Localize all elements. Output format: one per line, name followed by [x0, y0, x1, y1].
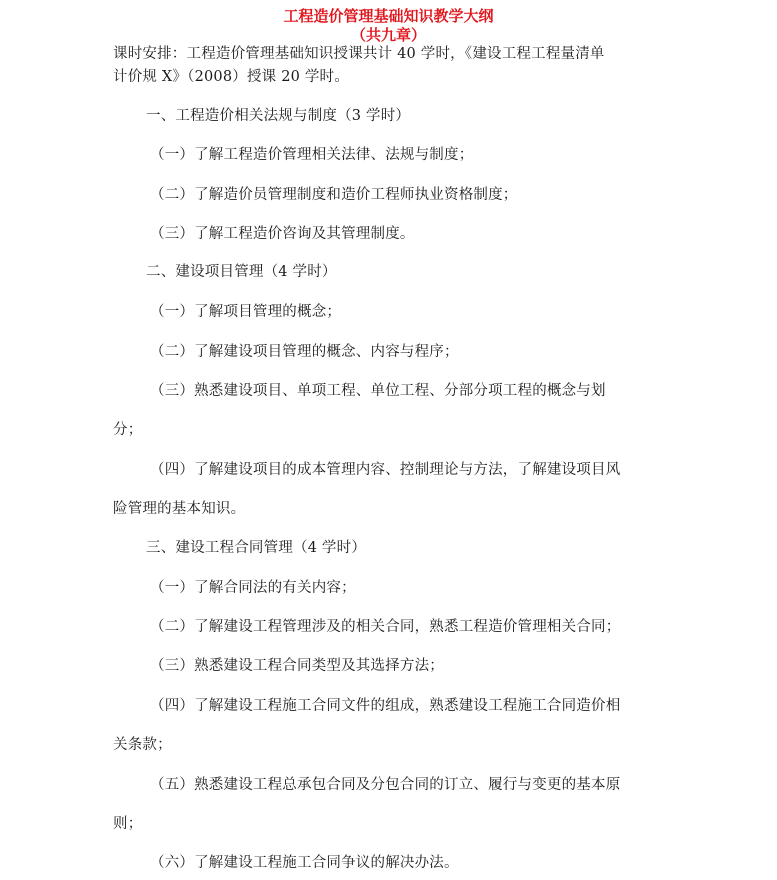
list-item: （五）熟悉建设工程总承包合同及分包合同的订立、履行与变更的基本原	[150, 777, 621, 793]
list-item-continuation: 关条款；	[113, 737, 172, 753]
list-item: （三）熟悉建设工程合同类型及其选择方法；	[150, 658, 444, 674]
section-heading: 一、工程造价相关法规与制度（3 学时）	[146, 108, 411, 124]
list-item-continuation: 则；	[113, 816, 143, 832]
intro-line-2: 计价规 X》（2008）授课 20 学时。	[113, 69, 349, 85]
section-heading: 三、建设工程合同管理（4 学时）	[146, 540, 367, 556]
list-item: （二）了解建设项目管理的概念、内容与程序；	[150, 344, 459, 360]
list-item: （四）了解建设项目的成本管理内容、控制理论与方法，了解建设项目风	[150, 462, 621, 478]
list-item: （四）了解建设工程施工合同文件的组成，熟悉建设工程施工合同造价相	[150, 698, 621, 714]
list-item: （六）了解建设工程施工合同争议的解决办法。	[150, 855, 459, 871]
list-item: （二）了解造价员管理制度和造价工程师执业资格制度；	[150, 187, 518, 203]
list-item: （一）了解项目管理的概念；	[150, 304, 342, 320]
list-item: （一）了解工程造价管理相关法律、法规与制度；	[150, 147, 474, 163]
intro-line-1: 课时安排：工程造价管理基础知识授课共计 40 学时，《建设工程工程量清单	[113, 46, 605, 62]
section-heading: 二、建设项目管理（4 学时）	[146, 264, 337, 280]
list-item-continuation: 分；	[113, 422, 143, 438]
document-title: 工程造价管理基础知识教学大纲	[283, 7, 494, 25]
list-item: （三）了解工程造价咨询及其管理制度。	[150, 226, 415, 242]
list-item: （二）了解建设工程管理涉及的相关合同，熟悉工程造价管理相关合同；	[150, 619, 621, 635]
document-subtitle: （共九章）	[350, 26, 426, 44]
list-item: （一）了解合同法的有关内容；	[150, 580, 356, 596]
list-item-continuation: 险管理的基本知识。	[113, 501, 246, 517]
list-item: （三）熟悉建设项目、单项工程、单位工程、分部分项工程的概念与划	[150, 383, 606, 399]
